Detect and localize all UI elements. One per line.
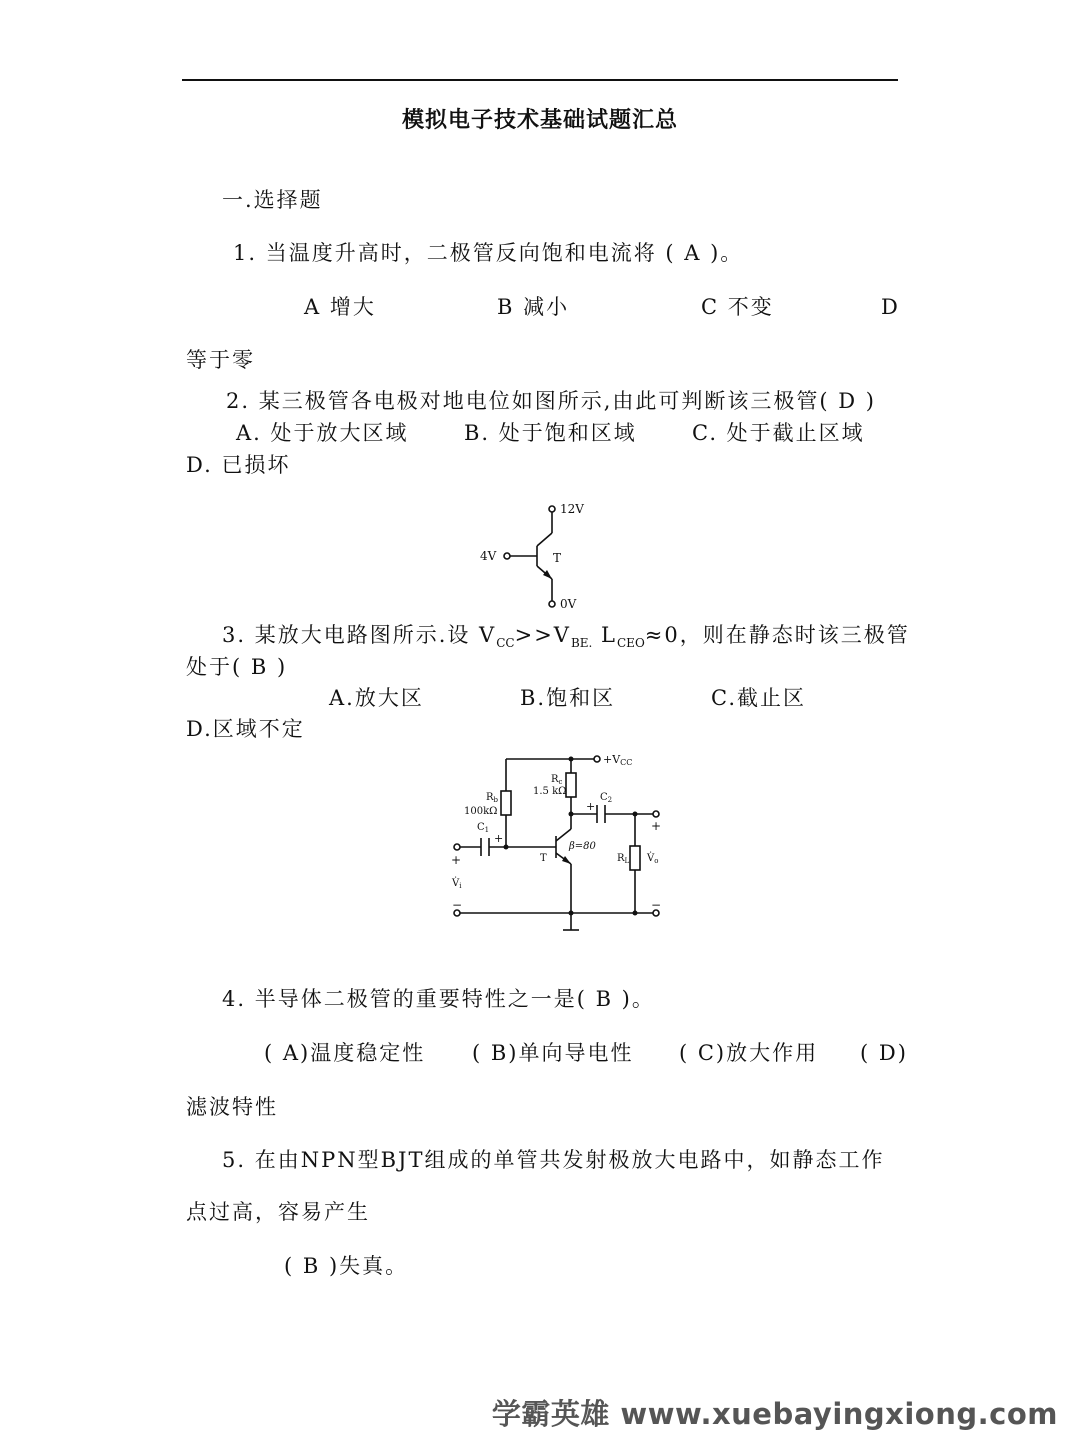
q3-sub-cc: CC xyxy=(496,636,515,651)
q5-answer-line: ( B )失真。 xyxy=(284,1254,409,1278)
beta-label: β=80 xyxy=(569,841,596,852)
q3-amplifier-circuit xyxy=(446,744,676,940)
transistor-label: T xyxy=(553,551,562,565)
q3-stem xyxy=(222,621,910,657)
q3-option-b: B.饱和区 xyxy=(520,686,616,710)
c2-label-main: C xyxy=(600,792,608,803)
c1-label-main: C xyxy=(477,822,485,833)
q2-transistor-figure xyxy=(470,496,620,616)
rl-label-main: R xyxy=(617,853,625,864)
vo-label xyxy=(646,852,658,865)
c2-label-sub: 2 xyxy=(607,796,613,804)
q3-option-c: C.截止区 xyxy=(711,686,806,710)
base-voltage: 4V xyxy=(480,549,497,563)
q4-option-c: ( C)放大作用 xyxy=(679,1041,819,1065)
rc-label-sub: c xyxy=(558,778,563,786)
rb-value: 100kΩ xyxy=(464,806,498,817)
q3-stem-line2: 处于( B ) xyxy=(186,655,288,679)
q1-option-a: A 增大 xyxy=(304,295,376,319)
vo-label-sub: o xyxy=(654,857,659,865)
q4-option-b: ( B)单向导电性 xyxy=(472,1041,634,1065)
watermark: 学霸英雄 www.xuebayingxiong.com xyxy=(491,1397,1058,1431)
vcc-label xyxy=(603,753,632,767)
section-heading: 一.选择题 xyxy=(222,188,323,212)
rb-label-sub: b xyxy=(493,796,499,804)
header-rule xyxy=(182,79,898,81)
q1-option-d-text: 等于零 xyxy=(186,348,255,372)
q2-option-b: B. 处于饱和区域 xyxy=(464,421,637,445)
q1-stem: 1. 当温度升高时，二极管反向饱和电流将 ( A )。 xyxy=(233,241,744,265)
q4-option-d-text: 滤波特性 xyxy=(186,1095,278,1119)
vi-label xyxy=(451,877,462,890)
q2-option-c: C. 处于截止区域 xyxy=(692,421,865,445)
vcc-label-main: +V xyxy=(603,753,621,766)
q4-option-d: ( D) xyxy=(860,1041,908,1065)
vi-label-sub: i xyxy=(459,882,462,890)
q2-option-a: A. 处于放大区域 xyxy=(236,421,409,445)
q1-option-c: C 不变 xyxy=(701,295,774,319)
rl-label-sub: L xyxy=(624,857,630,865)
q3-stem-part-4: ≈0，则在静态时该三极管 xyxy=(644,623,910,647)
page-title: 模拟电子技术基础试题汇总 xyxy=(401,107,678,133)
q3-stem-part-3: L xyxy=(592,623,617,647)
q3-stem-part-2: >>V xyxy=(514,623,571,647)
q3-stem-part-1: 3. 某放大电路图所示.设 V xyxy=(222,623,497,647)
rb-label xyxy=(486,792,499,804)
q2-option-d: D. 已损坏 xyxy=(186,453,291,477)
rc-label-main: R xyxy=(551,774,559,785)
collector-voltage: 12V xyxy=(560,502,584,516)
q2-stem: 2. 某三极管各电极对地电位如图所示,由此可判断该三极管( D ) xyxy=(226,389,876,413)
q4-option-a: ( A)温度稳定性 xyxy=(264,1041,426,1065)
q3-sub-ceo: CEO xyxy=(617,636,645,651)
q3-option-d: D.区域不定 xyxy=(186,717,305,741)
c1-label-sub: 1 xyxy=(484,826,490,834)
c2-label xyxy=(600,792,612,804)
input-minus: − xyxy=(452,898,463,912)
emitter-voltage: 0V xyxy=(560,597,577,611)
q1-option-b: B 减小 xyxy=(497,295,570,319)
q3-sub-be: BE. xyxy=(570,636,593,651)
c1-plus: + xyxy=(494,832,504,845)
vcc-label-sub: CC xyxy=(620,758,633,767)
rc-value: 1.5 kΩ xyxy=(533,786,567,797)
q3-option-a: A.放大区 xyxy=(329,686,424,710)
rc-label xyxy=(551,774,563,786)
c1-label xyxy=(477,822,489,834)
input-plus: + xyxy=(451,853,462,867)
transistor-t-label: T xyxy=(540,853,547,864)
q5-stem: 5. 在由NPN型BJT组成的单管共发射极放大电路中，如静态工作 xyxy=(222,1148,885,1172)
q4-stem: 4. 半导体二极管的重要特性之一是( B )。 xyxy=(222,987,655,1011)
q5-stem-line2: 点过高，容易产生 xyxy=(186,1200,370,1224)
output-minus: − xyxy=(651,898,662,912)
vi-label-main: V̇ xyxy=(452,878,460,889)
vo-label-main: V̇ xyxy=(647,853,655,864)
c2-plus: + xyxy=(586,800,596,813)
rl-label xyxy=(617,853,630,865)
rb-label-main: R xyxy=(486,792,494,803)
q1-option-d: D xyxy=(881,295,900,319)
output-plus: + xyxy=(651,819,662,833)
q3-emitter-arrow xyxy=(562,856,571,864)
